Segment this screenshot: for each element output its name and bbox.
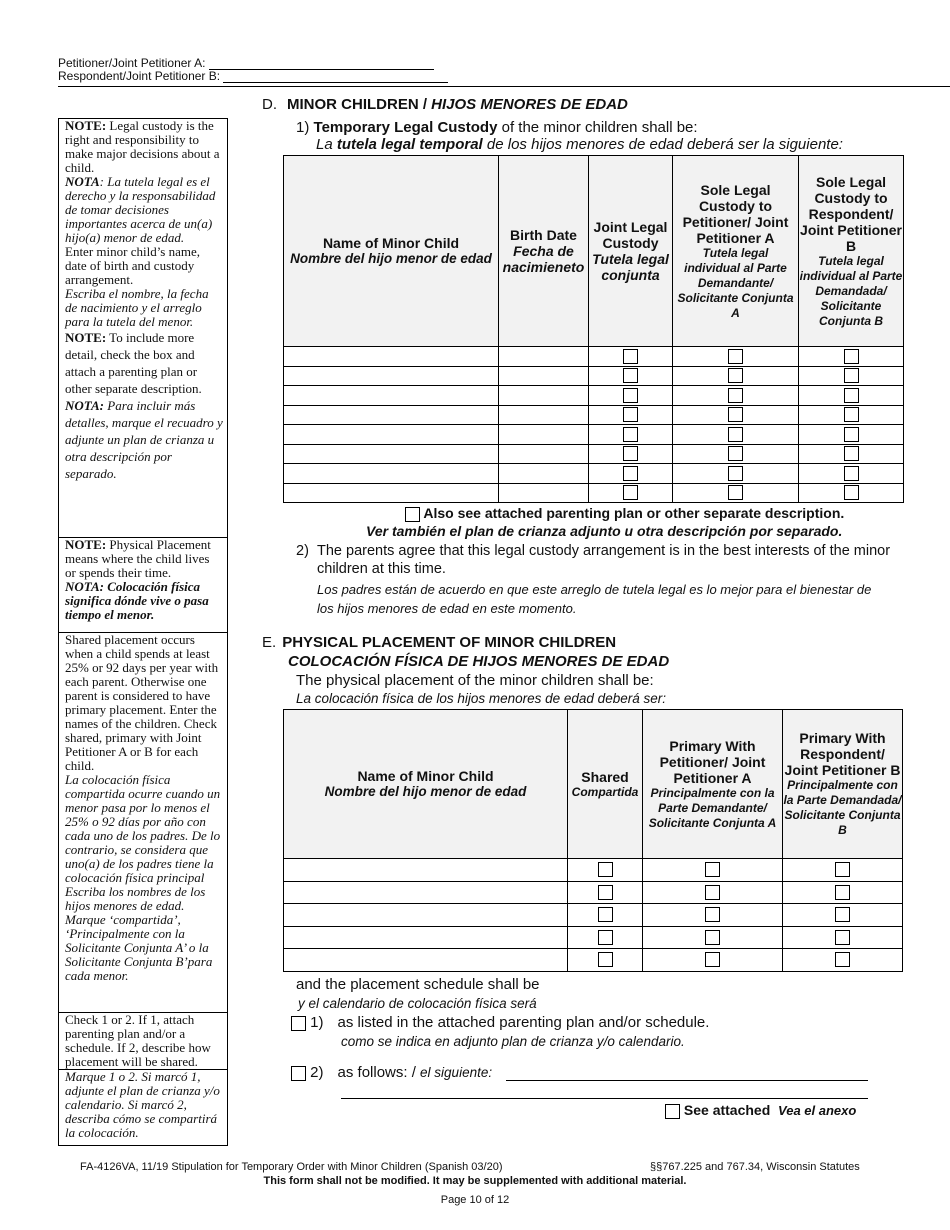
checkbox-cell (799, 444, 904, 464)
column-header: Sole Legal Custody to Petitioner/ Joint Petitioner A Tutela legal individual al Parte Demandante/ Solicitante Conjunta A (673, 156, 799, 347)
note-paragraph: Escriba el nombre, la fecha de nacimiento y el arreglo para la tutela del menor. (65, 286, 209, 329)
note-paragraph: NOTA: Para incluir más detalles, marque el recuadro y adjunte un plan de crianza u otra descripción por separado. (65, 398, 223, 481)
entry-cell[interactable] (284, 926, 568, 949)
checkbox-cell (643, 859, 783, 882)
table-row (284, 949, 903, 972)
note-paragraph: La colocación física compartida ocurre cuando un menor pasa por lo menos el 25% o 92 días por año con cada uno de los padres. De lo contrario, se considera que uno(a) de los padres tiene la colocación física principal Escriba los nombres de los hijos menores de edad. Marque ‘compartida’, ‘Principalmente con la Solicitante Conjunta A’ o la Solicitante Conjunta B’para cada menor. (65, 772, 221, 983)
checkbox[interactable] (705, 952, 720, 967)
note-paragraph: NOTE: To include more detail, check the box and attach a parenting plan or other separate description. (65, 330, 202, 396)
entry-cell[interactable] (284, 464, 499, 484)
item2-es: Los padres están de acuerdo en que este arreglo de tutela legal es lo mejor para el bienestar de los hijos menores de edad en este momento. (317, 582, 872, 616)
checkbox[interactable] (598, 930, 613, 945)
note-marque: Marque 1 o 2. Si marcó 1, adjunte el plan de crianza y/o calendario. Si marcó 2, describa cómo se compartirá la colocación. (65, 1069, 220, 1140)
table-row (284, 904, 903, 927)
checkbox-cell (673, 386, 799, 406)
entry-cell[interactable] (284, 366, 499, 386)
checkbox[interactable] (835, 862, 850, 877)
column-header: Name of Minor Child Nombre del hijo menor de edad (284, 156, 499, 347)
checkbox[interactable] (598, 907, 613, 922)
table-row (284, 881, 903, 904)
column-header: Birth Date Fecha de nacimieneto (499, 156, 589, 347)
note-paragraph: NOTE: Physical Placement means where the child lives or spends their time. (65, 537, 211, 580)
column-header: Primary With Petitioner/ Joint Petitioner A Principalmente con la Parte Demandante/ Solicitante Conjunta A (643, 710, 783, 859)
entry-cell[interactable] (284, 347, 499, 367)
checkbox[interactable] (835, 885, 850, 900)
entry-cell[interactable] (284, 386, 499, 406)
item1-heading: 1) Temporary Legal Custody of the minor children shall be: (296, 119, 698, 136)
checkbox[interactable] (728, 446, 743, 461)
checkbox-cell (589, 386, 673, 406)
see-attached-checkbox[interactable] (665, 1104, 680, 1119)
also-see-checkbox[interactable] (405, 507, 420, 522)
checkbox[interactable] (844, 485, 859, 500)
table-row (284, 483, 904, 503)
checkbox[interactable] (835, 930, 850, 945)
checkbox-cell (589, 464, 673, 484)
checkbox[interactable] (728, 427, 743, 442)
checkbox[interactable] (598, 952, 613, 967)
checkbox-cell (783, 904, 903, 927)
header-divider (58, 86, 950, 87)
checkbox-cell (799, 405, 904, 425)
note-paragraph: NOTA: Colocación física significa dónde vive o pasa tiempo el menor. (65, 579, 209, 622)
petitioner-label: Petitioner/Joint Petitioner A: (58, 56, 206, 70)
checkbox-cell (589, 444, 673, 464)
checkbox[interactable] (623, 349, 638, 364)
checkbox[interactable] (705, 862, 720, 877)
column-header: Shared Compartida (568, 710, 643, 859)
entry-cell[interactable] (284, 444, 499, 464)
option-1-checkbox[interactable] (291, 1016, 306, 1031)
schedule-text: and the placement schedule shall be (296, 976, 540, 993)
entry-cell[interactable] (499, 425, 589, 445)
checkbox[interactable] (598, 885, 613, 900)
item1-heading-es: La tutela legal temporal de los hijos menores de edad deberá ser la siguiente: (316, 136, 843, 153)
checkbox[interactable] (623, 466, 638, 481)
checkbox[interactable] (844, 466, 859, 481)
note-check: Check 1 or 2. If 1, attach parenting plan and/or a schedule. If 2, describe how placement will be shared. (59, 1013, 227, 1070)
checkbox-cell (643, 926, 783, 949)
as-follows-line-2[interactable] (341, 1098, 868, 1099)
item2: 2) The parents agree that this legal custody arrangement is in the best interests of the minor children at this time. (296, 543, 891, 577)
e-intro-es: La colocación física de los hijos menores de edad deberá ser: (296, 691, 666, 706)
note-paragraph: Shared placement occurs when a child spends at least 25% or 92 days per year with each parent. Otherwise one parent is considered to have primary placement. Enter the names of the children. Check shared, primary with Joint Petitioner A or B for each child. (65, 632, 219, 773)
entry-cell[interactable] (499, 386, 589, 406)
checkbox[interactable] (844, 349, 859, 364)
checkbox[interactable] (623, 368, 638, 383)
statutes: §§767.225 and 767.34, Wisconsin Statutes (650, 1161, 860, 1173)
respondent-field[interactable] (223, 72, 448, 83)
schedule-text-es: y el calendario de colocación física será (298, 996, 537, 1011)
table-row (284, 859, 903, 882)
section-e-title: E. PHYSICAL PLACEMENT OF MINOR CHILDREN (262, 634, 617, 651)
checkbox-cell (673, 366, 799, 386)
checkbox-cell (673, 464, 799, 484)
checkbox[interactable] (623, 407, 638, 422)
checkbox[interactable] (705, 930, 720, 945)
item2-block (296, 542, 906, 618)
entry-cell[interactable] (499, 483, 589, 503)
checkbox-cell (799, 425, 904, 445)
checkbox[interactable] (623, 446, 638, 461)
note-paragraph: NOTA: La tutela legal es el derecho y la responsabilidad de tomar decisiones importantes acerca de un(a) hijo(a) menor de edad. (65, 174, 216, 245)
checkbox-cell (799, 386, 904, 406)
checkbox[interactable] (705, 885, 720, 900)
checkbox-cell (799, 483, 904, 503)
checkbox[interactable] (844, 427, 859, 442)
checkbox-cell (673, 483, 799, 503)
table-row (284, 926, 903, 949)
checkbox-cell (783, 926, 903, 949)
table-row (284, 425, 904, 445)
checkbox[interactable] (844, 446, 859, 461)
checkbox[interactable] (844, 388, 859, 403)
column-header: Name of Minor Child Nombre del hijo menor de edad (284, 710, 568, 859)
entry-cell[interactable] (284, 949, 568, 972)
section-e-title-es: COLOCACIÓN FÍSICA DE HIJOS MENORES DE EDAD (288, 653, 670, 670)
entry-cell[interactable] (499, 347, 589, 367)
checkbox-cell (783, 881, 903, 904)
checkbox-cell (589, 425, 673, 445)
checkbox[interactable] (728, 466, 743, 481)
checkbox-cell (568, 881, 643, 904)
checkbox[interactable] (728, 368, 743, 383)
checkbox[interactable] (835, 952, 850, 967)
option-1: 1) as listed in the attached parenting plan and/or schedule. (291, 1014, 709, 1032)
checkbox-cell (643, 904, 783, 927)
checkbox-cell (589, 347, 673, 367)
checkbox-cell (643, 949, 783, 972)
entry-cell[interactable] (499, 405, 589, 425)
checkbox[interactable] (728, 349, 743, 364)
see-attached: See attached Vea el anexo (665, 1102, 856, 1119)
sidebar-notes (58, 118, 228, 1146)
entry-cell[interactable] (499, 464, 589, 484)
checkbox-cell (568, 926, 643, 949)
section-d-title: D. MINOR CHILDREN / HIJOS MENORES DE EDAD (262, 96, 628, 113)
petitioner-field[interactable] (209, 59, 434, 70)
checkbox[interactable] (728, 388, 743, 403)
checkbox-cell (568, 904, 643, 927)
checkbox-cell (799, 464, 904, 484)
checkbox[interactable] (598, 862, 613, 877)
checkbox[interactable] (623, 427, 638, 442)
checkbox-cell (673, 425, 799, 445)
table-row (284, 366, 904, 386)
table-row (284, 347, 904, 367)
also-see-attached-es: Ver también el plan de crianza adjunto u otra descripción por separado. (366, 523, 843, 539)
form-id: FA-4126VA, 11/19 Stipulation for Temporary Order with Minor Children (Spanish 03/20) (80, 1161, 503, 1173)
checkbox[interactable] (728, 407, 743, 422)
respondent-label: Respondent/Joint Petitioner B: (58, 69, 221, 83)
checkbox-cell (589, 405, 673, 425)
e-intro: The physical placement of the minor children shall be: (296, 672, 654, 689)
legal-custody-table (283, 155, 904, 503)
checkbox[interactable] (623, 388, 638, 403)
table-row (284, 405, 904, 425)
column-header: Primary With Respondent/ Joint Petitioner B Principalmente con la Parte Demandada/ Solicitante Conjunta B (783, 710, 903, 859)
column-header: Sole Legal Custody to Respondent/ Joint Petitioner B Tutela legal individual al Parte Demandada/ Solicitante Conjunta B (799, 156, 904, 347)
entry-cell[interactable] (284, 483, 499, 503)
note-paragraph: Enter minor child’s name, date of birth and custody arrangement. (65, 244, 201, 287)
entry-cell[interactable] (284, 881, 568, 904)
checkbox-cell (589, 366, 673, 386)
checkbox-cell (673, 444, 799, 464)
table-row (284, 386, 904, 406)
option-2-checkbox[interactable] (291, 1066, 306, 1081)
entry-cell[interactable] (284, 904, 568, 927)
checkbox[interactable] (728, 485, 743, 500)
entry-cell[interactable] (499, 444, 589, 464)
checkbox[interactable] (844, 407, 859, 422)
table-row (284, 444, 904, 464)
checkbox-cell (568, 949, 643, 972)
checkbox-cell (799, 347, 904, 367)
also-see-attached: Also see attached parenting plan or other separate description. (405, 505, 844, 522)
checkbox[interactable] (705, 907, 720, 922)
respondent-line (58, 70, 448, 83)
entry-cell[interactable] (284, 425, 499, 445)
note-physical-placement (59, 538, 227, 633)
form-notice: This form shall not be modified. It may be supplemented with additional material. (263, 1175, 687, 1187)
checkbox[interactable] (844, 368, 859, 383)
table-row (284, 464, 904, 484)
note-shared-placement (59, 633, 227, 1013)
checkbox-cell (643, 881, 783, 904)
option-2: 2) as follows: / el siguiente: (291, 1064, 492, 1082)
page-number: Page 10 of 12 (440, 1194, 510, 1206)
note-legal-custody (59, 119, 227, 538)
as-follows-line-1[interactable] (506, 1080, 868, 1081)
entry-cell[interactable] (499, 366, 589, 386)
checkbox-cell (783, 859, 903, 882)
entry-cell[interactable] (284, 859, 568, 882)
entry-cell[interactable] (284, 405, 499, 425)
checkbox-cell (673, 405, 799, 425)
option-1-es: como se indica en adjunto plan de crianza y/o calendario. (341, 1034, 685, 1049)
checkbox-cell (783, 949, 903, 972)
checkbox-cell (673, 347, 799, 367)
column-header: Joint Legal Custody Tutela legal conjunta (589, 156, 673, 347)
physical-placement-table (283, 709, 903, 972)
checkbox-cell (799, 366, 904, 386)
note-paragraph: NOTE: Legal custody is the right and responsibility to make major decisions about a child. (65, 118, 220, 175)
checkbox-cell (568, 859, 643, 882)
checkbox[interactable] (835, 907, 850, 922)
checkbox-cell (589, 483, 673, 503)
checkbox[interactable] (623, 485, 638, 500)
